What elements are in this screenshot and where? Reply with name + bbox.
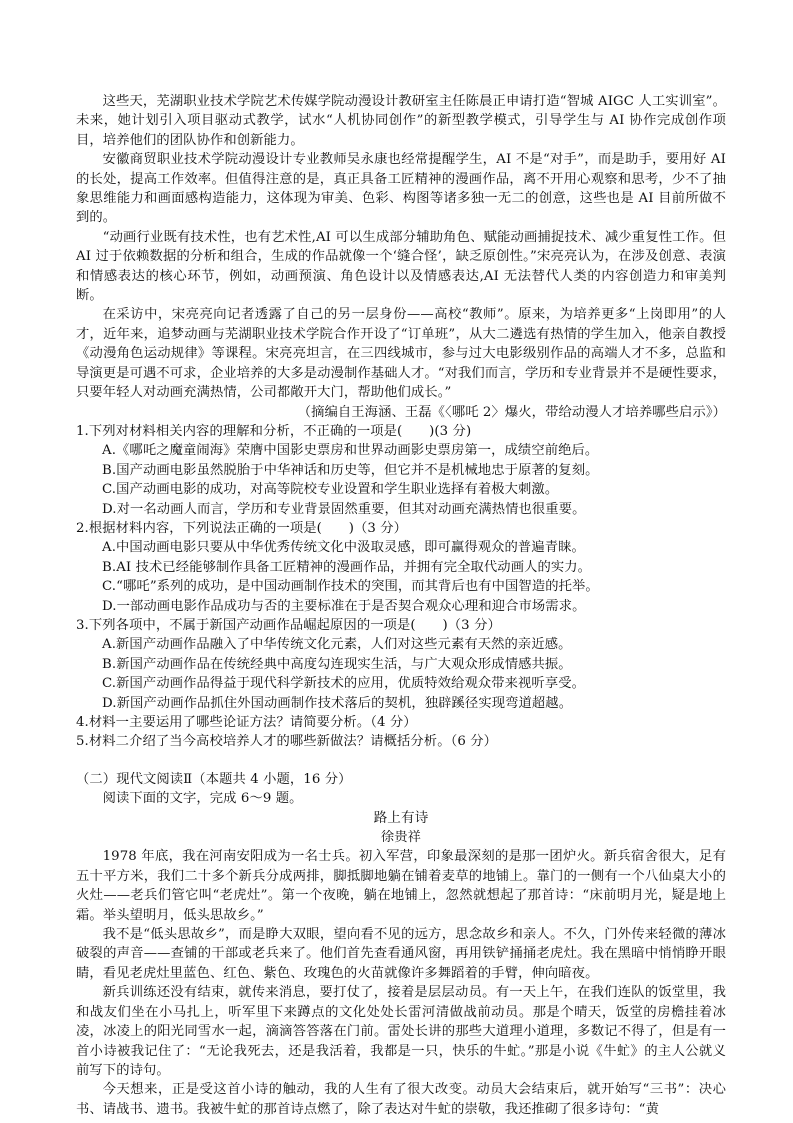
option-a: A.新国产动画作品融入了中华传统文化元素，人们对这些元素有天然的亲近感。 <box>102 637 572 653</box>
option-b: B.新国产动画作品在传统经典中高度勾连现实生活，与广大观众形成情感共振。 <box>102 656 572 672</box>
paragraph: 这些天，芜湖职业技术学院艺术传媒学院动漫设计教研室主任陈晨正申请打造“智城 AIGC 人工实训室”。未来，她计划引入项目驱动式教学，试水“人机协同创作”的新型教学模式，引导学生与 AI 协作完成创作项目，培养他们的团队协作和创新能力。 <box>76 94 726 148</box>
section-two <box>76 770 726 1119</box>
question-1 <box>76 422 726 519</box>
option-b: B.国产动画电影虽然脱胎于中华神话和历史等，但它并不是机械地忠于原著的复刻。 <box>102 462 599 478</box>
article-title: 路上有诗 <box>373 809 429 826</box>
question-5: 5.材料二介绍了当今高校培养人才的哪些新做法？请概括分析。（6 分） <box>76 734 498 750</box>
question-3 <box>76 616 726 713</box>
paragraph: 新兵训练还没有结束，就传来消息，要打仗了，接着是层层动员。有一天上午，在我们连队的饭堂里，我和战友们坐在小马扎上，听军里下来蹲点的文化处处长雷河清做战前动员。那是个晴天，饭堂的房檐挂着冰凌，冰凌上的阳光同雪水一起，滴滴答答落在门前。雷处长讲的那些大道理小道理，多数记不得了，但是有一首小诗被我记住了：“无论我死去，还是我活着，我都是一只，快乐的牛虻。”那是小说《牛虻》的主人公就义前写下的诗句。 <box>76 985 726 1078</box>
section-gap <box>76 752 726 770</box>
question-stem: 1.下列对材料相关内容的理解和分析，不正确的一项是( )(3 分) <box>76 423 472 439</box>
paragraph: 我不是“低头思故乡”，而是睁大双眼，望向看不见的远方，思念故乡和亲人。不久，门外传来轻微的薄冰破裂的声音——查铺的干部或老兵来了。他们首先查看通风窗，再用铁铲捅捅老虎灶。我在黑暗中悄悄睁开眼睛，看见老虎灶里蓝色、红色、紫色、玫瑰色的火苗就像许多舞蹈着的手臂，伸向暗夜。 <box>76 927 726 981</box>
option-c: C.新国产动画作品得益于现代科学新技术的应用，优质特效给观众带来视听享受。 <box>102 676 586 692</box>
document-page <box>76 92 726 1119</box>
option-c: C.“哪吒”系列的成功，是中国动画制作技术的突围，而其背后也有中国智造的托举。 <box>102 579 599 595</box>
option-b: B.AI 技术已经能够制作具备工匠精神的漫画作品，并拥有完全取代动画人的实力。 <box>102 559 592 575</box>
question-stem: 2.根据材料内容，下列说法正确的一项是( )（3 分） <box>76 520 408 536</box>
question-stem: 3.下列各项中，不属于新国产动画作品崛起原因的一项是( )（3 分） <box>76 617 501 633</box>
question-2 <box>76 519 726 616</box>
paragraph: 今天想来，正是受这首小诗的触动，我的人生有了很大改变。动员大会结束后，就开始写“三书”：决心书、请战书、遗书。我被牛虻的那首诗点燃了，除了表达对牛虻的崇敬，我还推砌了很多诗句：“黄 <box>76 1082 726 1117</box>
material-two <box>76 92 726 422</box>
option-a: A.《哪吒之魔童闹海》荣膺中国影史票房和世界动画影史票房第一，成绩空前绝后。 <box>102 443 599 459</box>
article-author: 徐贵祥 <box>380 830 422 846</box>
reading-instruction: 阅读下面的文字，完成 6～9 题。 <box>102 791 303 807</box>
paragraph: 安徽商贸职业技术学院动漫设计专业教师吴永康也经常提醒学生，AI 不是“对手”，而是助手，要用好 AI 的长处，提高工作效率。但值得注意的是，真正具备工匠精神的漫画作品，离不开用心观察和思考，少不了抽象思维能力和画面感构造能力，这体现为审美、色彩、构图等诸多独一无二的创意，这些也是 AI 目前所做不到的。 <box>76 152 726 226</box>
option-a: A.中国动画电影只要从中华优秀传统文化中汲取灵感，即可赢得观众的普遍青睐。 <box>102 540 585 556</box>
question-4: 4.材料一主要运用了哪些论证方法？请简要分析。（4 分） <box>76 715 417 730</box>
option-d: D.对一名动画人而言，学历和专业背景固然重要，但其对动画充满热情也很重要。 <box>102 501 586 517</box>
option-d: D.一部动画电影作品成功与否的主要标准在于是否契合观众心理和迎合市场需求。 <box>102 598 586 614</box>
option-d: D.新国产动画作品抓住外国动画制作技术落后的契机，独辟蹊径实现弯道超越。 <box>102 695 573 711</box>
section-heading: （二）现代文阅读Ⅱ（本题共 4 小题，16 分） <box>76 771 352 787</box>
paragraph: 在采访中，宋亮亮向记者透露了自己的另一层身份——高校“教师”。原来，为培养更多“上岗即用”的人才，近年来，追梦动画与芜湖职业技术学院合作开设了“订单班”，从大二遴选有热情的学生加入，他亲自教授《动漫角色运动规律》等课程。宋亮亮坦言，在三四线城市，参与过大电影级别作品的高端人才不多，总监和导演更是可遇不可求，企业培养的大多是动漫制作基础人才。“对我们而言，学历和专业背景并不是硬性要求，只要年轻人对动画充满热情，公司都敞开大门，帮助他们成长。” <box>76 307 726 401</box>
source-citation: （摘编自王海涵、王磊《〈哪吒 2〉爆火，带给动漫人才培养哪些启示》） <box>297 404 726 420</box>
option-c: C.国产动画电影的成功，对高等院校专业设置和学生职业选择有着极大刺激。 <box>102 482 559 498</box>
paragraph: “动画行业既有技术性，也有艺术性,AI 可以生成部分辅助角色、赋能动画捕捉技术、减少重复性工作。但 AI 过于依赖数据的分析和组合，生成的作品就像一个‘缝合怪’，缺乏原创性。”宋亮亮认为，在涉及创意、表演和情感表达的核心环节，例如，动画预演、角色设计以及情感表达,AI 无法替代人类的内容创造力和审美判断。 <box>76 229 726 304</box>
paragraph: 1978 年底，我在河南安阳成为一名士兵。初入军营，印象最深刻的是那一团炉火。新兵宿舍很大，足有五十平方米，我们二十多个新兵分成两排，脚抵脚地躺在铺着麦草的地铺上。靠门的一侧有一个八仙桌大小的火灶——老兵们管它叫“老虎灶”。第一个夜晚，躺在地铺上，忽然就想起了那首诗：“床前明月光，疑是地上霜。举头望明月，低头思故乡。” <box>76 849 726 923</box>
